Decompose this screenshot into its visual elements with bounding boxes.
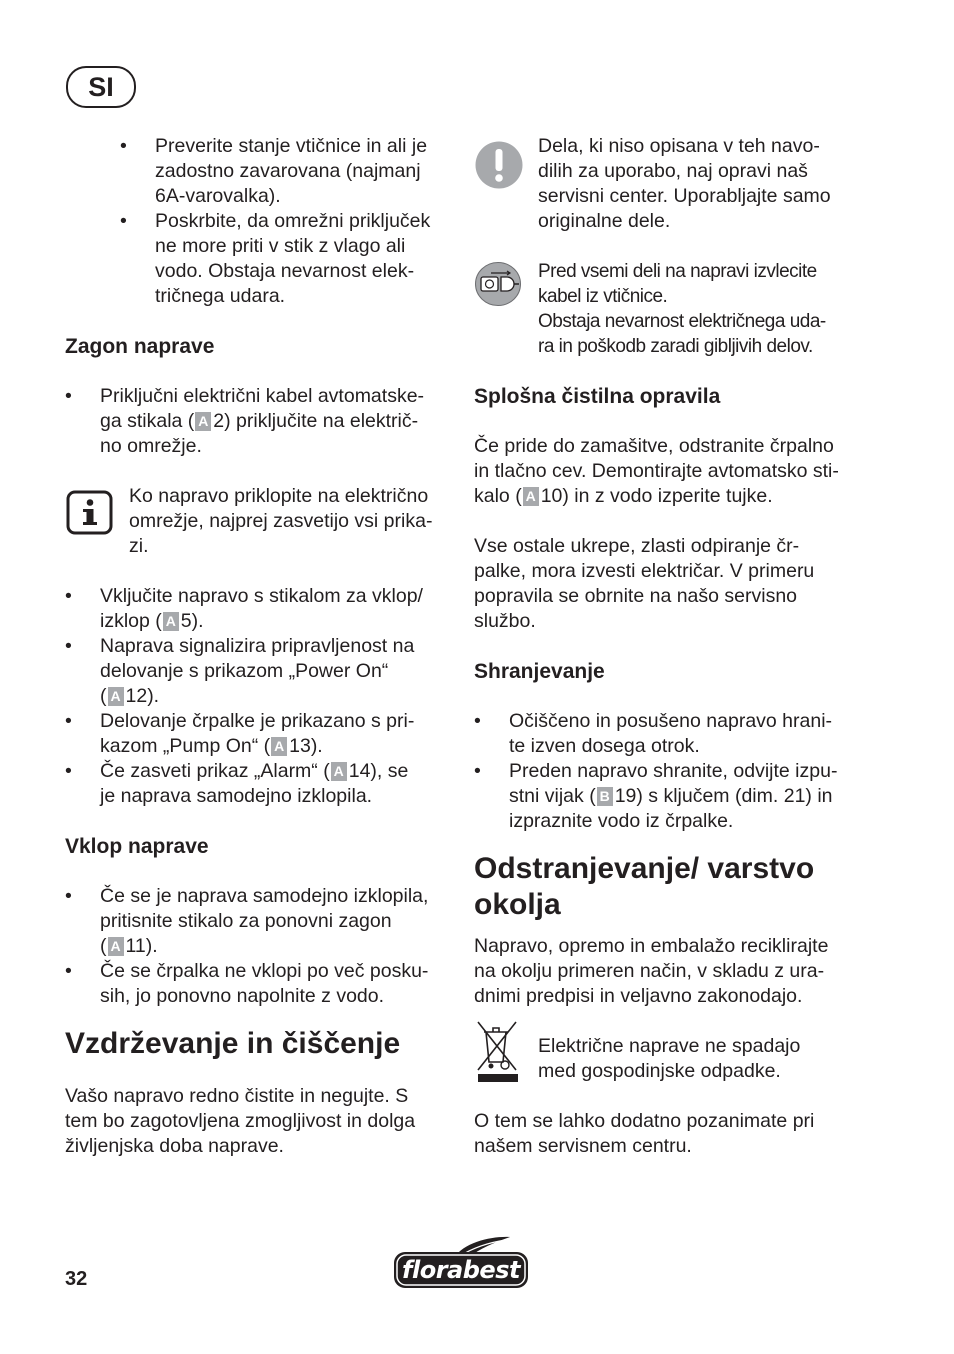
heading-odstranjevanje: Odstranjevanje/ varstvo okolja (474, 852, 815, 921)
language-badge: SI (66, 66, 136, 108)
heading-vzdrzevanje: Vzdrževanje in čiščenje (65, 1027, 401, 1060)
final-text: O tem se lahko dodatno pozanimate pri našem servisnem centru. (474, 1110, 815, 1157)
splosna-text-2: Vse ostale ukrepe, zlasti odpiranje čr- palke, mora izvesti električar. V primeru popravila se obrnite na našo servisno službo. (474, 535, 815, 632)
heading-zagon: Zagon naprave (65, 335, 215, 358)
list-item: • Očiščeno in posušeno napravo hrani- te izven dosega otrok. (474, 710, 833, 757)
splosna-text: Če pride do zamašitve, odstranite črpalno in tlačno cev. Demontirajte avtomatsko sti- kalo ( A 10) in z vodo izperite tujke. (474, 435, 839, 507)
warning-icon (475, 141, 523, 189)
info-icon (66, 490, 114, 536)
figure-ref-badge: A (331, 762, 347, 781)
list-item: • Preden napravo shranite, odvijte izpu- stni vijak ( B 19) s ključem (dim. 21) in izpraznite vodo iz črpalke. (474, 760, 838, 832)
heading-vklop: Vklop naprave (65, 835, 209, 858)
brand-name: florabest (402, 1256, 520, 1284)
weee-bin-icon (474, 1018, 522, 1084)
figure-ref-badge: A (108, 687, 124, 706)
heading-splosna: Splošna čistilna opravila (474, 385, 721, 408)
vklop-list (65, 884, 465, 1009)
info-note: Ko napravo priklopite na električno omrežje, najprej zasvetijo vsi prika- zi. (129, 485, 433, 557)
figure-ref-badge: A (108, 937, 124, 956)
list-item: • Če zasveti prikaz „Alarm“ ( A 14), se je naprava samodejno izklopila. (65, 760, 409, 807)
figure-ref-badge: B (597, 787, 613, 806)
list-item: • Če se je naprava samodejno izklopila, pritisnite stikalo za ponovni zagon ( A 11). (65, 885, 429, 957)
list-item: • Če se črpalka ne vklopi po več posku- sih, jo ponovno napolnite z vodo. (65, 960, 429, 1007)
weee-note: Električne naprave ne spadajo med gospodinjske odpadke. (538, 1035, 801, 1082)
warning-note: Dela, ki niso opisana v teh navo- dilih za uporabo, naj opravi naš servisni center. Uporabljajte samo originalne dele. (538, 135, 831, 232)
page-number: 32 (65, 1268, 88, 1290)
shranjevanje-list (474, 709, 874, 834)
unplug-icon (474, 261, 522, 307)
zagon-list (65, 384, 465, 459)
figure-ref-badge: A (163, 612, 179, 631)
list-item: • Preverite stanje vtičnice in ali je zadostno zavarovana (najmanj 6A-varovalka). (120, 135, 428, 207)
figure-ref-badge: A (195, 412, 211, 431)
odstranjevanje-text: Napravo, opremo in embalažo reciklirajte na okolju primeren način, v skladu z ura- dnimi predpisi in veljavno zakonodajo. (474, 935, 829, 1007)
list-item: • Delovanje črpalke je prikazano s pri- kazom „Pump On“ ( A 13). (65, 710, 415, 757)
vzdrzevanje-text: Vašo napravo redno čistite in negujte. S tem bo zagotovljena zmogljivost in dolga življenjska doba naprave. (65, 1085, 416, 1157)
figure-ref-badge: A (523, 487, 539, 506)
figure-ref-badge: A (271, 737, 287, 756)
list-item: • Naprava signalizira pripravljenost na delovanje s prikazom „Power On“ ( A 12). (65, 635, 415, 707)
unplug-note: Pred vsemi deli na napravi izvlecite kabel iz vtičnice. Obstaja nevarnost električnega uda- ra in poškodb zaradi gibljivih delov. (538, 261, 826, 357)
list-item: • Poskrbite, da omrežni priključek ne more priti v stik z vlago ali vodo. Obstaja nevarnost elek- tričnega udara. (120, 210, 431, 307)
list-item: • Vključite napravo s stikalom za vklop/ izklop ( A 5). (65, 585, 423, 632)
heading-shranjevanje: Shranjevanje (474, 660, 605, 683)
operation-list (65, 584, 465, 809)
brand-logo (392, 1234, 530, 1290)
list-item: • Priključni električni kabel avtomatske- ga stikala ( A 2) priključite na električ- no omrežje. (65, 385, 425, 457)
safety-bullets (120, 134, 460, 309)
